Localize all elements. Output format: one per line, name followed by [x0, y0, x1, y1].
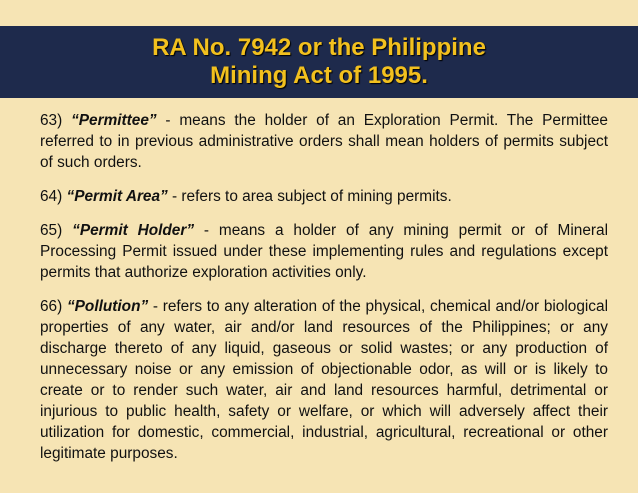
- definition-number: 63): [40, 112, 63, 129]
- definition-63: [40, 110, 608, 173]
- definition-number: 64): [40, 188, 63, 205]
- definition-term: “Permit Holder”: [72, 222, 195, 239]
- definition-term: “Permittee”: [71, 112, 157, 129]
- definition-text: - means the holder of an Exploration Permit. The Permittee referred to in previous administrative orders shall mean holders of permits subject of such orders.: [40, 112, 608, 171]
- definition-text: - means a holder of any mining permit or of Mineral Processing Permit issued under these implementing rules and regulations except permits that authorize exploration activities only.: [40, 222, 608, 281]
- definition-text: - refers to any alteration of the physical, chemical and/or biological properties of any water, air and/or land resources of the Philippines; or any discharge thereto of any liquid, gaseous or solid wastes; or any production of unnecessary noise or any emission of objectionable odor, as will or is likely to create or to render such water, air and land resources harmful, detrimental or injurious to public health, safety or welfare, or which will adversely affect their utilization for domestic, commercial, industrial, agricultural, recreational or other legitimate purposes.: [40, 298, 608, 462]
- title-bar: [0, 26, 638, 98]
- title-line-2: Mining Act of 1995.: [210, 62, 428, 89]
- definition-number: 65): [40, 222, 63, 239]
- definition-66: [40, 296, 608, 464]
- definition-term: “Permit Area”: [66, 188, 168, 205]
- definition-number: 66): [40, 298, 63, 315]
- title-line-1: RA No. 7942 or the Philippine: [152, 34, 486, 61]
- definition-term: “Pollution”: [66, 298, 149, 315]
- definitions-list: [40, 110, 608, 477]
- definition-text: - refers to area subject of mining permits.: [172, 188, 452, 205]
- definition-65: [40, 220, 608, 283]
- definition-64: [40, 186, 608, 207]
